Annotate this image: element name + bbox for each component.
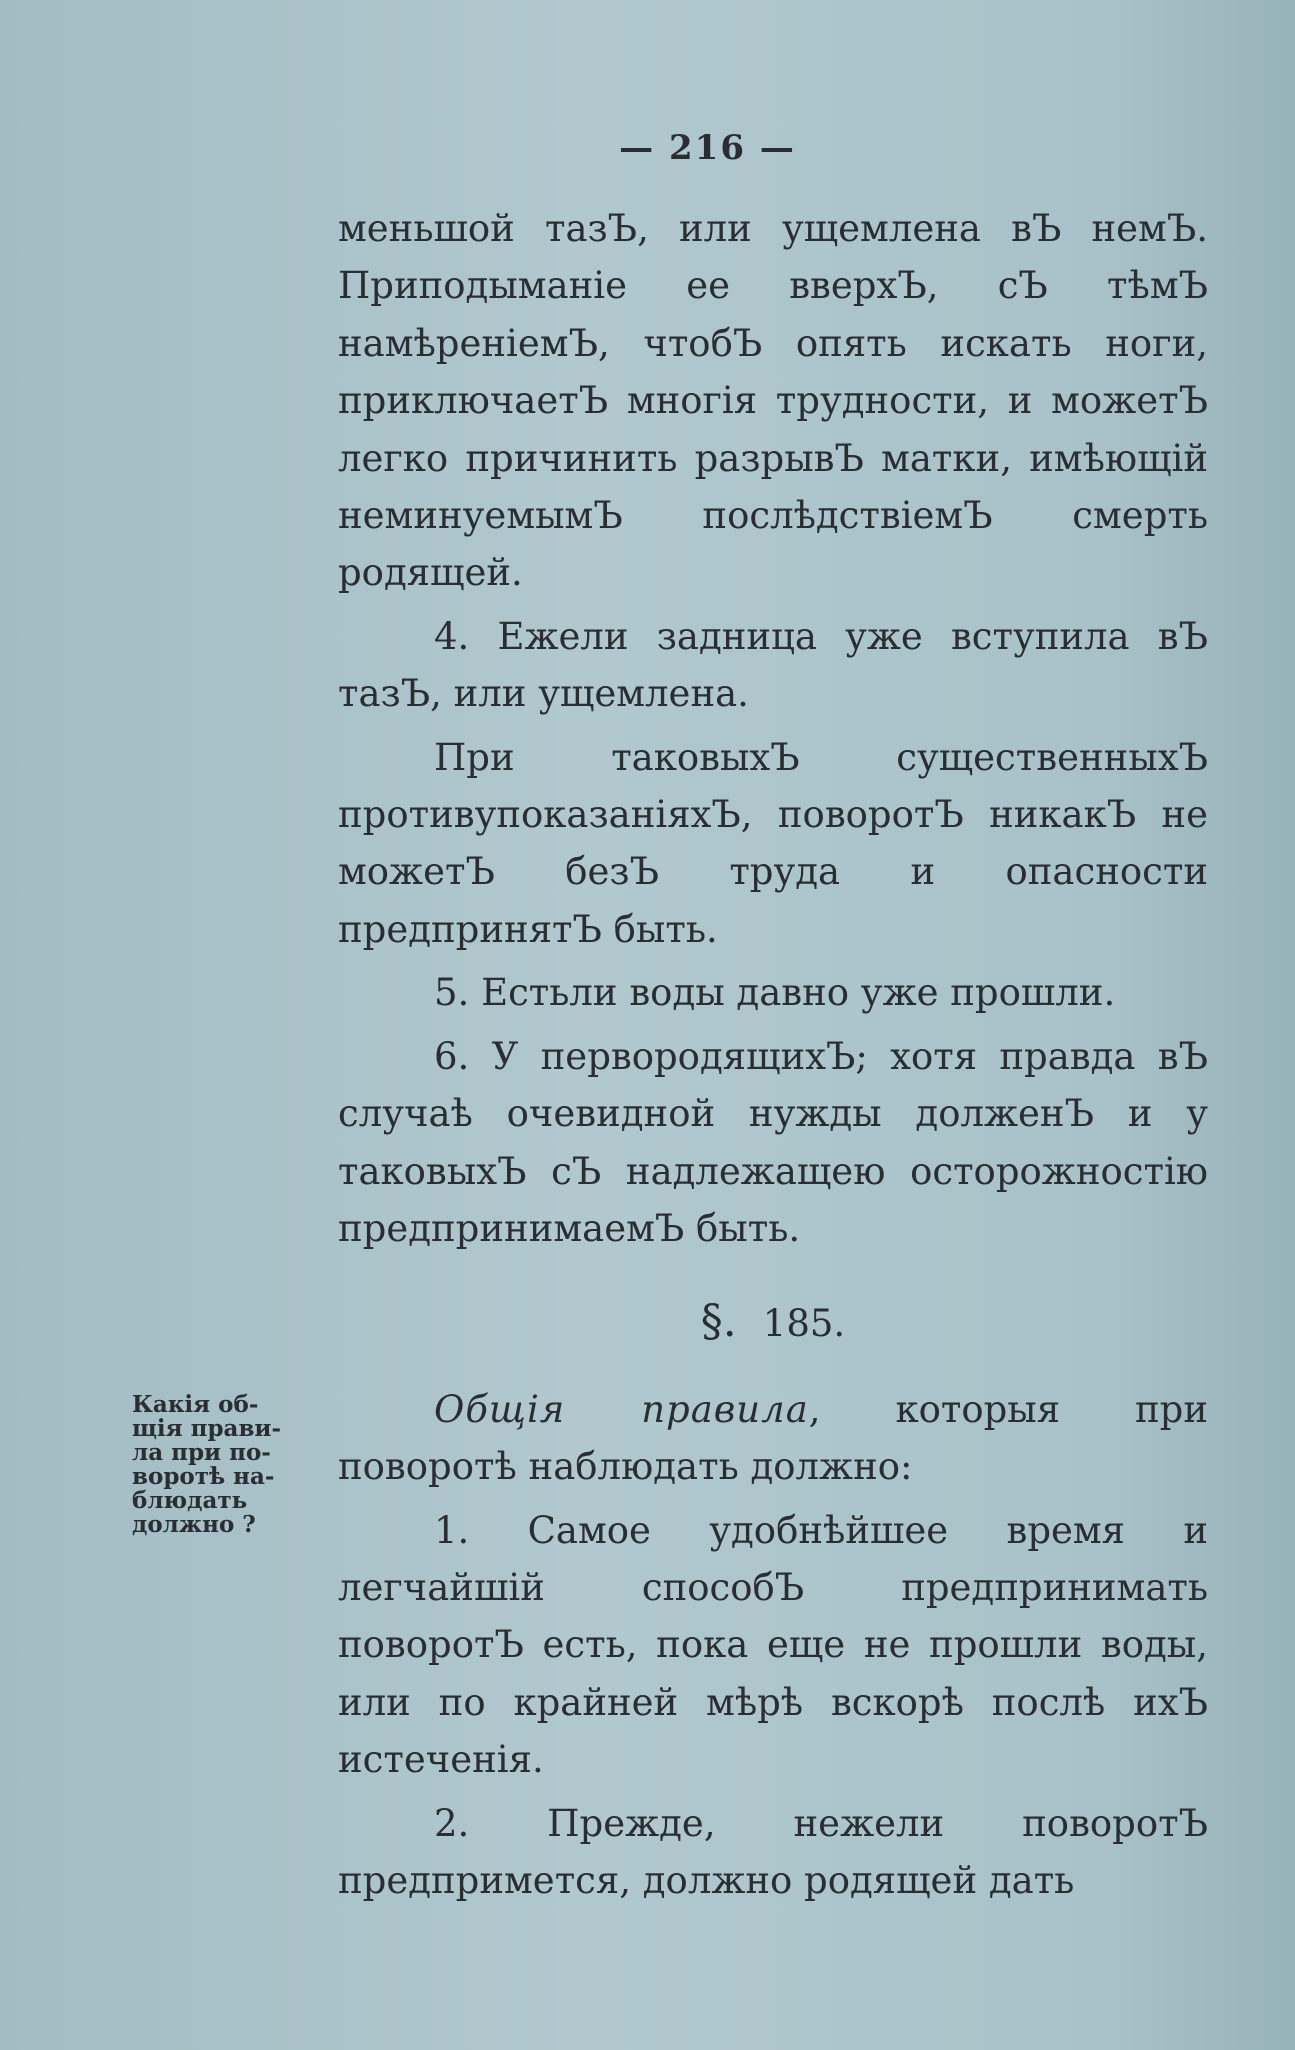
margin-note-line: воротѣ на- xyxy=(132,1463,275,1490)
rule-item: 1. Самое удобнѣйшее время и легчайшій способЪ предпринимать поворотЪ есть, пока еще не прошли воды, или по крайней мѣрѣ вскорѣ послѣ ихЪ истеченія. xyxy=(338,1508,1208,1782)
margin-note-line: Какія об- xyxy=(132,1391,259,1418)
margin-note xyxy=(132,1393,332,1537)
rules-intro-italic: Общія правила xyxy=(434,1387,809,1431)
margin-note-line: должно ? xyxy=(132,1511,256,1538)
rule-item: 2. Прежде, нежели поворотЪ предпримется, должно родящей дать xyxy=(338,1801,1208,1902)
margin-note-line: щія прави- xyxy=(132,1415,282,1442)
margin-note-line: блюдать xyxy=(132,1487,248,1514)
section-heading xyxy=(338,1293,1208,1352)
paragraph: 6. У первородящихЪ; хотя правда вЪ случаѣ очевидной нужды долженЪ и у таковыхЪ сЪ надлежащею осторожностію предпринимаемЪ быть. xyxy=(338,1034,1208,1250)
paragraph: При таковыхЪ существенныхЪ противупоказаніяхЪ, поворотЪ никакЪ не можетЪ безЪ труда и опасности предпринятЪ быть. xyxy=(338,735,1208,951)
margin-note-line: ла при по- xyxy=(132,1439,271,1466)
rules-intro xyxy=(338,1381,1208,1496)
rules-intro-rest: , которыя при поворотѣ наблюдать должно: xyxy=(338,1387,1208,1489)
section-number: 185. xyxy=(762,1302,846,1346)
section-mark: §. xyxy=(700,1296,737,1348)
paragraph: меньшой тазЪ, или ущемлена вЪ немЪ. Приподыманіе ее вверхЪ, сЪ тѣмЪ намѣреніемЪ, чтобЪ опять искать ноги, приключаетЪ многія трудности, и можетЪ легко причинить разрывЪ матки, имѣющій неминуемымЪ послѣдствіемЪ смерть родящей. xyxy=(338,207,1208,595)
body-text xyxy=(338,200,1208,1909)
paragraph: 4. Ежели задница уже вступила вЪ тазЪ, или ущемлена. xyxy=(338,614,1208,716)
paragraph: 5. Естьли воды давно уже прошли. xyxy=(434,971,1116,1015)
page-number: — 216 — xyxy=(619,128,796,168)
